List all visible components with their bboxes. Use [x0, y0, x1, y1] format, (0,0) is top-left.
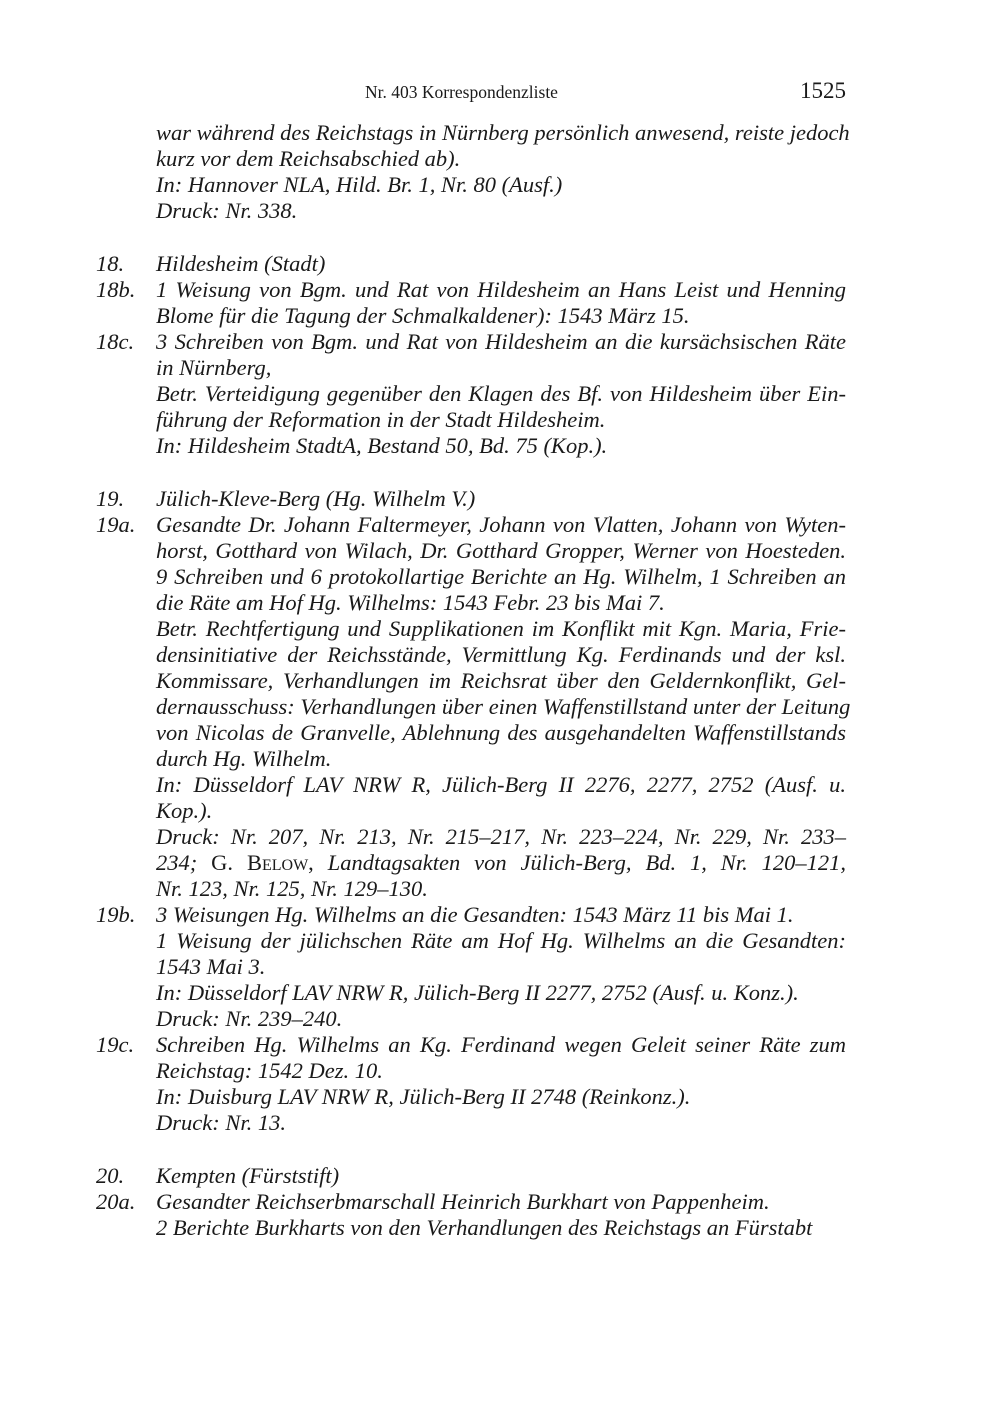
text-line — [96, 1215, 846, 1241]
text-line — [96, 486, 846, 512]
line-text: Kop.). — [156, 798, 213, 823]
text-line — [96, 1006, 846, 1032]
line-text: In: Hildesheim StadtA, Bestand 50, Bd. 75 (Kop.). — [156, 433, 608, 458]
text-line — [96, 172, 846, 198]
entry-number: 18. — [96, 251, 125, 276]
line-text: Druck: Nr. 239–240. — [156, 1006, 343, 1031]
text-line — [96, 146, 846, 172]
paragraph-gap — [96, 224, 846, 251]
text-line — [96, 1110, 846, 1136]
line-text: in Nürnberg, — [156, 355, 272, 380]
text-line — [96, 1084, 846, 1110]
text-line — [96, 303, 846, 329]
text-line — [96, 746, 846, 772]
text-line — [96, 329, 846, 355]
text-line — [96, 928, 846, 954]
line-text: In: Hannover NLA, Hild. Br. 1, Nr. 80 (Ausf.) — [156, 172, 563, 197]
entry-number: 18b. — [96, 277, 136, 302]
text-line — [96, 668, 846, 694]
text-line — [96, 251, 846, 277]
line-text: Betr. Verteidigung gegenüber den Klagen des Bf. von Hildesheim über Ein- — [156, 381, 846, 406]
text-line — [96, 902, 846, 928]
line-text: densinitiative der Reichsstände, Vermittlung Kg. Ferdinands und der ksl. — [156, 642, 846, 667]
line-text: Reichstag: 1542 Dez. 10. — [156, 1058, 383, 1083]
text-line — [96, 277, 846, 303]
text-line — [96, 355, 846, 381]
line-text: kurz vor dem Reichsabschied ab). — [156, 146, 461, 171]
line-text: Kommissare, Verhandlungen im Reichsrat über den Geldernkonflikt, Gel- — [156, 668, 846, 693]
line-text: 1 Weisung von Bgm. und Rat von Hildesheim an Hans Leist und Henning — [156, 277, 846, 302]
text-line — [96, 198, 846, 224]
entry-number: 18c. — [96, 329, 135, 354]
text-line — [96, 512, 846, 538]
line-text: Hildesheim (Stadt) — [156, 251, 326, 276]
line-text: Jülich-Kleve-Berg (Hg. Wilhelm V.) — [156, 486, 476, 511]
line-text: Gesandter Reichserbmarschall Heinrich Burkhart von Pappenheim. — [156, 1189, 770, 1214]
line-text: die Räte am Hof Hg. Wilhelms: 1543 Febr. 23 bis Mai 7. — [156, 590, 665, 615]
text-line — [96, 564, 846, 590]
text-line — [96, 694, 851, 720]
text-line — [96, 798, 846, 824]
entry-number: 19a. — [96, 512, 136, 537]
entry-number: 19. — [96, 486, 125, 511]
line-text: 1543 Mai 3. — [156, 954, 266, 979]
text-line — [96, 381, 846, 407]
text-line — [96, 590, 846, 616]
line-text: Blome für die Tagung der Schmalkaldener): 1543 März 15. — [156, 303, 690, 328]
text-line — [96, 642, 846, 668]
line-text: 3 Weisungen Hg. Wilhelms an die Gesandten: 1543 März 11 bis Mai 1. — [156, 902, 794, 927]
line-text: 3 Schreiben von Bgm. und Rat von Hildesheim an die kursächsischen Räte — [156, 329, 846, 354]
paragraph-gap — [96, 1136, 846, 1163]
line-text: durch Hg. Wilhelm. — [156, 746, 332, 771]
line-text: In: Düsseldorf LAV NRW R, Jülich-Berg II 2277, 2752 (Ausf. u. Konz.). — [156, 980, 799, 1005]
text-line — [96, 1189, 846, 1215]
line-text: 1 Weisung der jülichschen Räte am Hof Hg. Wilhelms an die Gesandten: — [156, 928, 846, 953]
line-text: Schreiben Hg. Wilhelms an Kg. Ferdinand wegen Geleit seiner Räte zum — [156, 1032, 846, 1057]
line-text: Druck: Nr. 338. — [156, 198, 298, 223]
line-text: Kempten (Fürststift) — [156, 1163, 340, 1188]
entry-number: 20. — [96, 1163, 125, 1188]
text-line — [96, 538, 846, 564]
line-text: von Nicolas de Granvelle, Ablehnung des ausgehandelten Waffenstillstands — [156, 720, 846, 745]
line-text: horst, Gotthard von Wilach, Dr. Gotthard Gropper, Werner von Hoesteden. — [156, 538, 846, 563]
page-number: 1525 — [800, 78, 846, 103]
text-line — [96, 954, 846, 980]
entry-number: 19b. — [96, 902, 136, 927]
text-line — [96, 850, 846, 876]
running-title: Nr. 403 Korrespondenzliste — [365, 82, 558, 102]
line-text: war während des Reichstags in Nürnberg persönlich anwesend, reiste jedoch — [156, 120, 850, 145]
text-line — [96, 1032, 846, 1058]
entry-number: 20a. — [96, 1189, 136, 1214]
text-line — [96, 876, 846, 902]
line-text: Betr. Rechtfertigung und Supplikationen im Konflikt mit Kgn. Maria, Frie- — [156, 616, 846, 641]
text-line — [96, 616, 846, 642]
document-body — [96, 120, 851, 1241]
line-text: führung der Reformation in der Stadt Hildesheim. — [156, 407, 606, 432]
line-text: Gesandte Dr. Johann Faltermeyer, Johann von Vlatten, Johann von Wyten- — [156, 512, 846, 537]
text-line — [96, 1163, 846, 1189]
text-line — [96, 824, 846, 850]
text-line — [96, 433, 846, 459]
text-line — [96, 772, 846, 798]
text-line — [96, 720, 846, 746]
text-line — [96, 1058, 846, 1084]
running-header — [0, 78, 1004, 108]
line-text: Druck: Nr. 207, Nr. 213, Nr. 215–217, Nr. 223–224, Nr. 229, Nr. 233– — [156, 824, 846, 849]
text-line — [96, 407, 846, 433]
line-text: 2 Berichte Burkharts von den Verhandlungen des Reichstags an Fürstabt — [156, 1215, 813, 1240]
line-text: dernausschuss: Verhandlungen über einen Waffenstillstand unter der Leitung — [156, 694, 851, 719]
author-small-caps: G. Below, — [211, 850, 314, 875]
text-line — [96, 980, 846, 1006]
line-text: 234; G. Below, Landtagsakten von Jülich-Berg, Bd. 1, Nr. 120–121, — [156, 850, 846, 875]
paragraph-gap — [96, 459, 846, 486]
line-text: Druck: Nr. 13. — [156, 1110, 286, 1135]
line-text: 9 Schreiben und 6 protokollartige Berichte an Hg. Wilhelm, 1 Schreiben an — [156, 564, 846, 589]
line-text: Nr. 123, Nr. 125, Nr. 129–130. — [156, 876, 428, 901]
line-text: In: Duisburg LAV NRW R, Jülich-Berg II 2748 (Reinkonz.). — [156, 1084, 691, 1109]
entry-number: 19c. — [96, 1032, 135, 1057]
line-text: In: Düsseldorf LAV NRW R, Jülich-Berg II 2276, 2277, 2752 (Ausf. u. — [156, 772, 846, 797]
text-line — [96, 120, 850, 146]
